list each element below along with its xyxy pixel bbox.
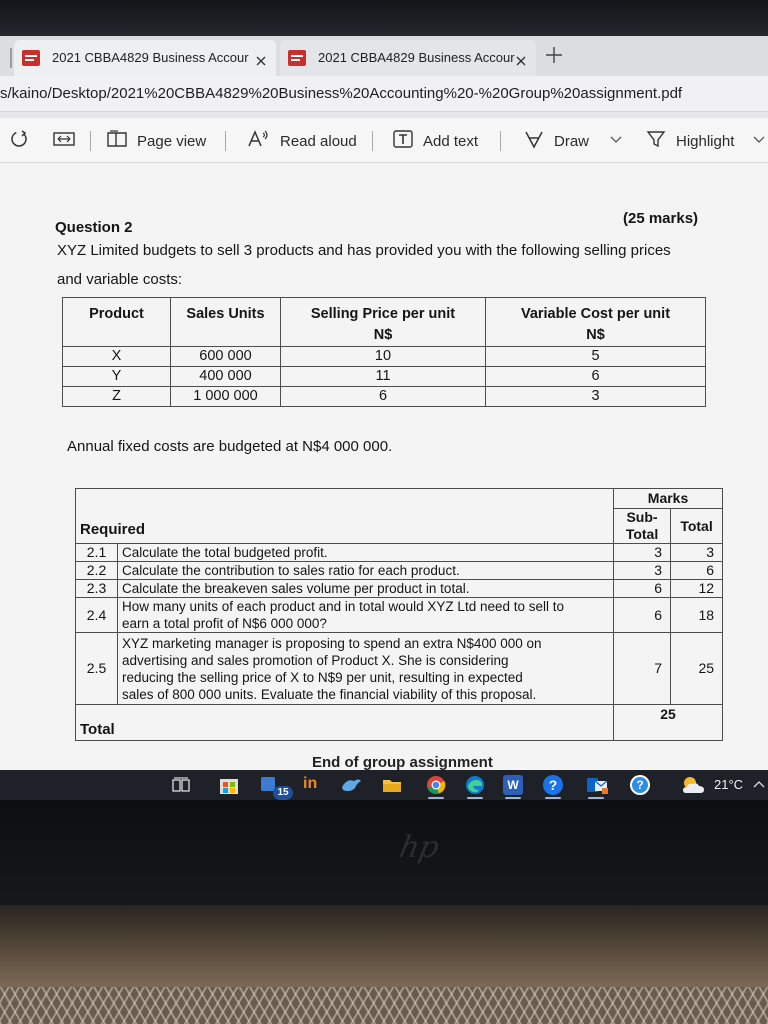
notification-badge: 15 — [273, 786, 293, 800]
add-text-button[interactable] — [392, 130, 478, 152]
cell-cost: 6 — [486, 367, 706, 387]
in-app-icon[interactable]: in — [303, 775, 318, 792]
tab-2[interactable] — [280, 40, 536, 76]
highlight-options-dropdown[interactable] — [753, 130, 765, 152]
file-explorer-button[interactable] — [382, 775, 402, 795]
word-button[interactable]: W — [503, 775, 523, 795]
toolbar-separator — [90, 131, 91, 151]
folder-icon — [382, 775, 402, 795]
table-row — [76, 544, 723, 562]
cell-cost: 3 — [486, 387, 706, 407]
pdf-toolbar — [0, 118, 768, 163]
total-mark: 12 — [671, 580, 723, 598]
rotate-icon — [8, 128, 30, 155]
show-hidden-icons-button[interactable] — [752, 775, 766, 795]
question-number: 2.2 — [76, 562, 118, 580]
close-icon[interactable] — [256, 53, 266, 63]
page-view-icon — [106, 129, 128, 154]
store-button[interactable] — [219, 775, 239, 795]
laptop-bezel-bottom — [0, 800, 768, 905]
question-line: How many units of each product and in total would XYZ Ltd need to sell to — [122, 599, 565, 614]
question-text — [118, 633, 614, 705]
header-label: Selling Price per unit — [310, 306, 456, 322]
add-text-label: Add text — [423, 132, 479, 150]
fit-to-width-icon — [52, 129, 76, 154]
outlook-icon — [586, 775, 608, 795]
question-text — [118, 580, 614, 598]
total-label: Total — [76, 705, 614, 741]
question-number: 2.1 — [76, 544, 118, 562]
pdf-icon — [22, 50, 40, 66]
weather-cloud-icon — [680, 775, 708, 795]
required-label: Required — [76, 489, 614, 544]
tab-1[interactable] — [14, 40, 276, 76]
laptop-speaker-grille — [0, 987, 768, 1024]
windows-taskbar — [0, 770, 768, 800]
cell-price: 6 — [281, 387, 486, 407]
total-mark: 25 — [671, 633, 723, 705]
task-view-icon — [171, 775, 191, 795]
header-sales-units — [171, 298, 281, 347]
draw-options-dropdown[interactable] — [610, 130, 622, 152]
laptop-bezel-top — [0, 0, 768, 36]
intro-line: XYZ Limited budgets to sell 3 products and has provided you with the following selling prices — [57, 242, 671, 259]
task-view-button[interactable] — [171, 775, 191, 795]
tab-title: 2021 CBBA4829 Business Accour — [318, 50, 515, 65]
question-text — [118, 562, 614, 580]
edge-icon — [465, 775, 485, 795]
highlight-label: Highlight — [676, 132, 735, 150]
active-indicator — [505, 797, 521, 799]
marks-header: Marks — [614, 489, 723, 509]
question-line: Calculate the contribution to sales ratio for each product. — [122, 563, 460, 578]
question-text — [118, 544, 614, 562]
pdf-icon — [288, 50, 306, 66]
cell-price: 10 — [281, 347, 486, 367]
subtotal-mark: 6 — [614, 598, 671, 633]
address-bar[interactable] — [0, 76, 768, 112]
help-button-2[interactable]: ? — [630, 775, 650, 795]
hp-logo: hp — [396, 830, 443, 865]
draw-button[interactable] — [523, 130, 589, 152]
cell-product: Z — [63, 387, 171, 407]
required-table — [75, 488, 723, 741]
product-table — [62, 297, 706, 407]
question-number: 2.5 — [76, 633, 118, 705]
address-url[interactable]: s/kaino/Desktop/2021%20CBBA4829%20Business%20Accounting%20-%20Group%20assignment.pdf — [0, 85, 683, 102]
temperature[interactable]: 21°C — [714, 777, 744, 792]
question-intro — [57, 236, 671, 294]
active-indicator — [588, 797, 604, 799]
end-note: End of group assignment — [312, 754, 493, 770]
header-label: Variable Cost per unit — [520, 306, 671, 322]
photos-app-button[interactable] — [340, 775, 360, 795]
tab-divider — [10, 48, 12, 68]
new-tab-button[interactable] — [545, 46, 563, 64]
pdf-page[interactable] — [0, 163, 768, 770]
fit-to-width-button[interactable] — [52, 130, 76, 152]
cell-units: 400 000 — [171, 367, 281, 387]
question-line: Calculate the breakeven sales volume per product in total. — [122, 581, 470, 596]
header-label: Product — [89, 306, 144, 322]
question-line: advertising and sales promotion of Product X. She is considering — [122, 652, 509, 668]
header-unit: N$ — [373, 327, 393, 343]
cell-price: 11 — [281, 367, 486, 387]
total-mark: 3 — [671, 544, 723, 562]
question-line: XYZ marketing manager is proposing to spend an extra N$400 000 on — [122, 635, 542, 651]
active-indicator — [545, 797, 561, 799]
total-row — [76, 705, 723, 741]
active-indicator — [467, 797, 483, 799]
total-header: Total — [671, 509, 723, 544]
table-row — [63, 367, 706, 387]
subtotal-mark: 3 — [614, 544, 671, 562]
draw-icon — [523, 129, 545, 154]
subtotal-mark: 7 — [614, 633, 671, 705]
header-selling-price — [281, 298, 486, 347]
question-line: earn a total profit of N$6 000 000? — [122, 616, 327, 631]
read-aloud-button[interactable] — [247, 130, 357, 152]
toolbar-separator — [372, 131, 373, 151]
chrome-icon — [426, 775, 446, 795]
cell-units: 600 000 — [171, 347, 281, 367]
draw-label: Draw — [554, 132, 590, 150]
question-title: Question 2 — [55, 219, 133, 236]
header-label: Sales Units — [186, 306, 265, 322]
highlight-button[interactable] — [645, 130, 734, 152]
chevron-down-icon — [610, 132, 622, 150]
edge-button[interactable] — [465, 775, 485, 795]
question-text — [118, 598, 614, 633]
weather-widget[interactable] — [680, 775, 708, 795]
page-view-label: Page view — [137, 132, 207, 150]
header-product — [63, 298, 171, 347]
cell-units: 1 000 000 — [171, 387, 281, 407]
store-icon — [219, 775, 239, 795]
tab-title: 2021 CBBA4829 Business Accour — [52, 50, 249, 65]
cell-product: X — [63, 347, 171, 367]
chrome-button[interactable] — [426, 775, 446, 795]
table-row — [63, 347, 706, 367]
table-header-row — [63, 298, 706, 347]
total-mark: 6 — [671, 562, 723, 580]
cell-product: Y — [63, 367, 171, 387]
header-unit: N$ — [586, 327, 605, 343]
laptop-keyboard-deck — [0, 905, 768, 987]
read-aloud-icon — [247, 129, 271, 154]
marks-header-row — [76, 489, 723, 509]
help-button[interactable]: ? — [543, 775, 563, 795]
table-row — [76, 598, 723, 633]
highlight-icon — [645, 129, 667, 154]
subtotal-mark: 3 — [614, 562, 671, 580]
total-mark: 18 — [671, 598, 723, 633]
bird-app-icon — [340, 775, 362, 795]
toolbar-separator — [225, 131, 226, 151]
read-aloud-label: Read aloud — [280, 132, 357, 150]
table-row — [76, 580, 723, 598]
table-row — [76, 633, 723, 705]
question-line: sales of 800 000 units. Evaluate the financial viability of this proposal. — [122, 686, 537, 702]
page-view-button[interactable] — [106, 130, 206, 152]
question-number: 2.4 — [76, 598, 118, 633]
rotate-button[interactable] — [8, 130, 30, 152]
total-marks: 25 — [614, 705, 723, 741]
cell-cost: 5 — [486, 347, 706, 367]
active-indicator — [428, 797, 444, 799]
table-row — [76, 562, 723, 580]
chevron-down-icon — [753, 132, 765, 150]
subtotal-mark: 6 — [614, 580, 671, 598]
question-line: reducing the selling price of X to N$9 per unit, resulting in expected — [122, 669, 523, 685]
question-line: Calculate the total budgeted profit. — [122, 545, 328, 560]
add-text-icon — [392, 129, 414, 154]
browser-tab-bar — [0, 36, 768, 76]
question-marks: (25 marks) — [623, 210, 699, 227]
chevron-up-icon — [752, 775, 766, 795]
intro-line: and variable costs: — [57, 271, 183, 288]
outlook-button[interactable] — [586, 775, 606, 795]
table-row — [63, 387, 706, 407]
toolbar-separator — [500, 131, 501, 151]
header-variable-cost — [486, 298, 706, 347]
fixed-costs-note: Annual fixed costs are budgeted at N$4 000 000. — [67, 438, 393, 455]
question-number: 2.3 — [76, 580, 118, 598]
subtotal-header: Sub-Total — [614, 509, 671, 544]
close-icon[interactable] — [516, 53, 526, 63]
